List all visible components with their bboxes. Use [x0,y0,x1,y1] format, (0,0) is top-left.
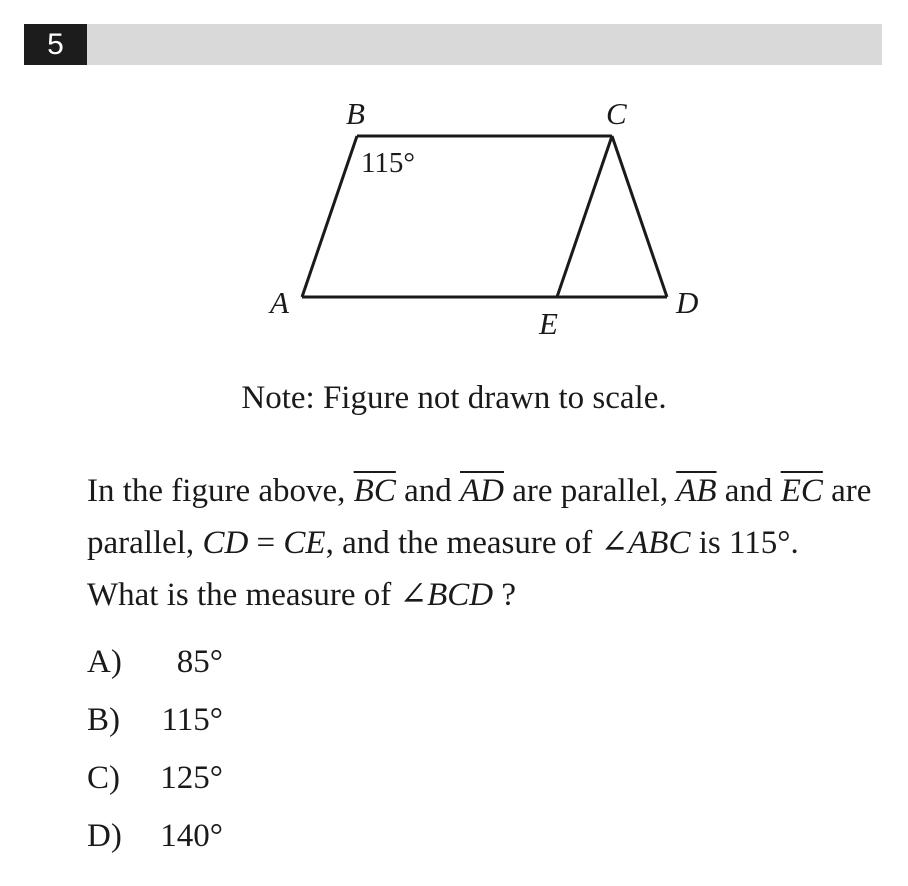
segment-cd [612,136,667,297]
figure-note: Note: Figure not drawn to scale. [241,380,667,416]
choice-b[interactable] [87,694,223,752]
choice-value: 115° [161,702,223,738]
choice-value: 85° [176,644,223,680]
question-text-part: are parallel, [87,473,872,561]
segment-ab-symbol: $\overline{AB}$ [676,473,717,509]
question-text-part: In the figure above, [87,473,346,509]
angle-abc-name: ABC [628,525,691,561]
segment-ce-name: CE [283,525,326,561]
choice-value: 140° [160,818,223,854]
segment-ec-symbol: $\overline{EC}$ [780,473,823,509]
angle-symbol: ∠ [399,577,428,613]
geometry-figure [0,0,908,360]
point-label-b: B [346,96,365,131]
angle-bcd-name: BCD [427,577,494,613]
point-label-d: D [676,285,699,320]
question-number: 5 [24,24,87,65]
question-text-part: is 115°. What is the measure of [87,525,799,613]
equals-sign: = [256,525,276,561]
segment-ec [557,136,612,297]
choice-c[interactable] [87,752,223,810]
choice-letter: D) [87,818,122,854]
segment-ab [302,136,357,297]
angle-symbol: ∠ [600,525,629,561]
choice-letter: B) [87,702,120,738]
choice-letter: C) [87,760,120,796]
question-text [87,465,877,621]
segment-ad-symbol: $\overline{AD}$ [459,473,504,509]
answer-choices [87,636,223,868]
choice-value: 125° [160,760,223,796]
segment-cd-name: CD [202,525,249,561]
question-text-part: and [404,473,452,509]
choice-a[interactable] [87,636,223,694]
point-label-a: A [270,285,289,320]
point-label-c: C [606,96,627,131]
question-text-part: are parallel, [512,473,668,509]
question-text-part: and [724,473,773,509]
point-label-e: E [539,306,558,341]
question-mark: ? [501,577,517,613]
segment-bc-symbol: $\overline{BC}$ [353,473,396,509]
question-text-part: , and the measure of [325,525,593,561]
angle-label-abc: 115° [361,147,416,179]
choice-letter: A) [87,644,122,680]
choice-d[interactable] [87,810,223,868]
